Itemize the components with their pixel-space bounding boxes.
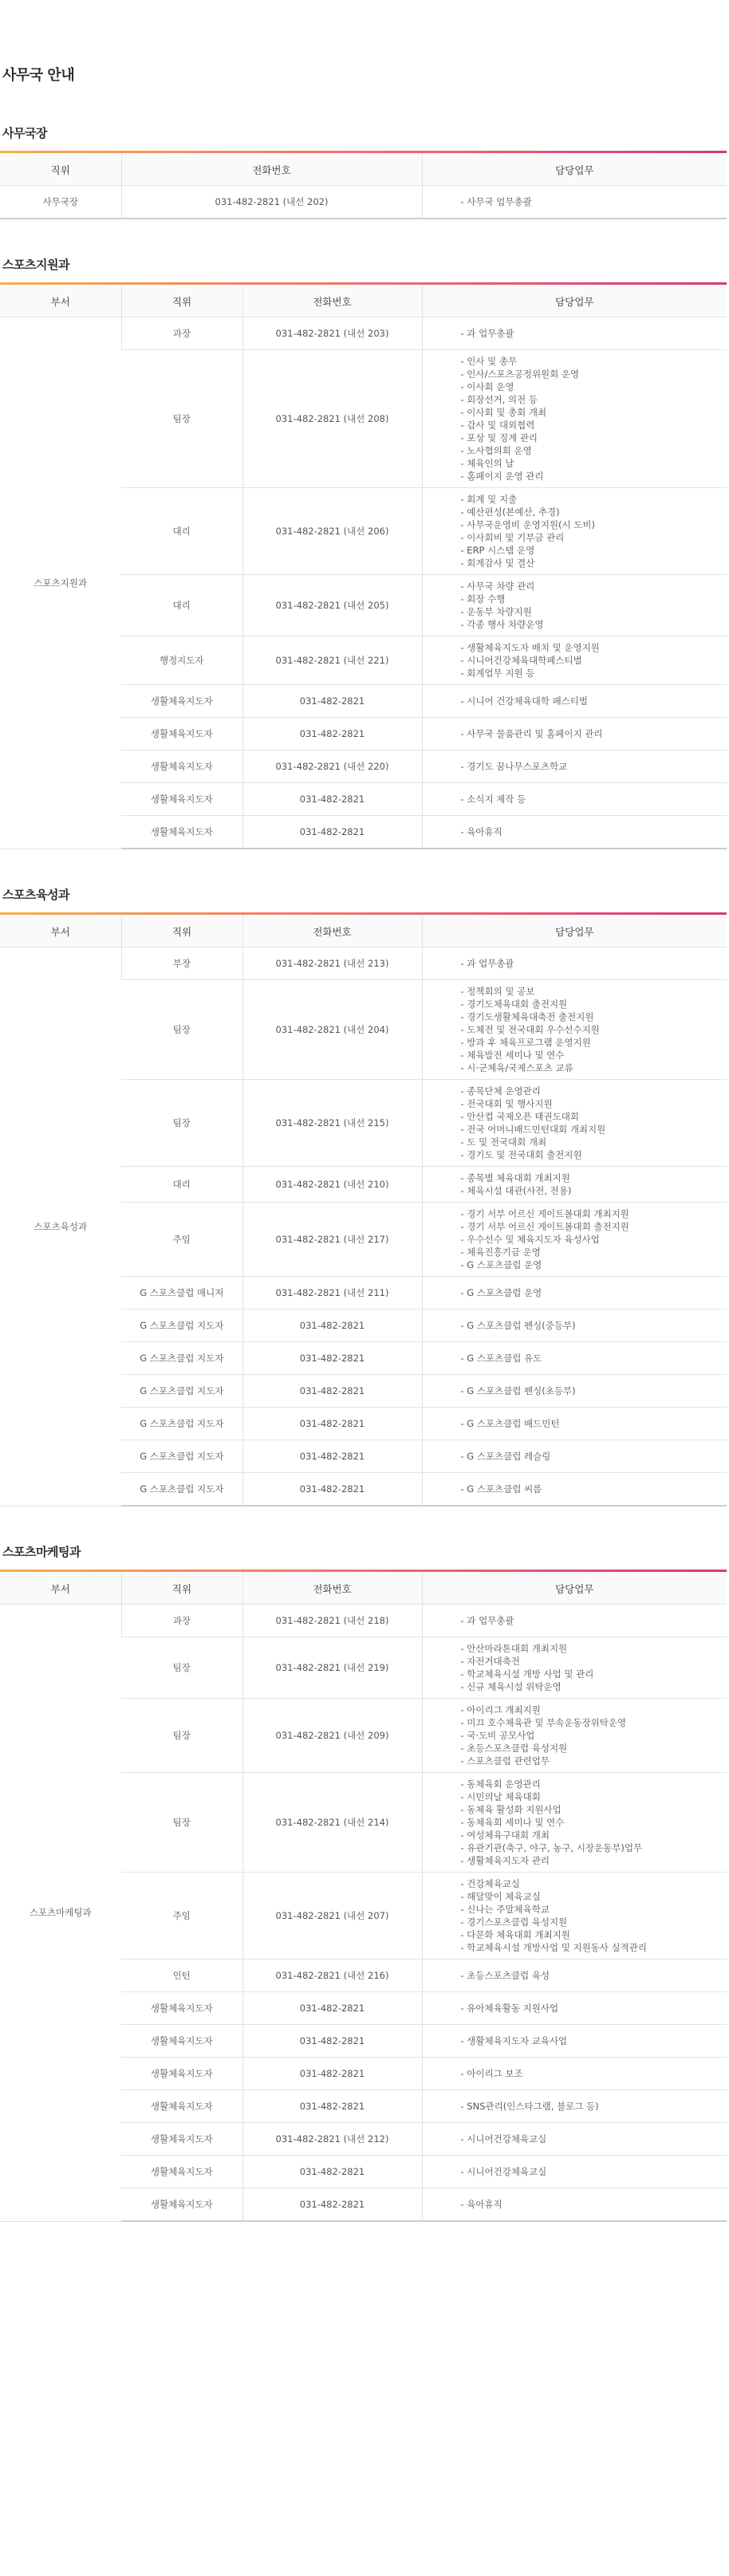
table-row xyxy=(0,186,727,219)
duty-item: - 체육인의 날 xyxy=(460,458,514,469)
duty-item: - 소식지 제작 등 xyxy=(460,794,526,805)
phone-cell: 031-482-2821 xyxy=(242,2058,422,2090)
duty-item: - 도 및 전국대회 개최 xyxy=(460,1136,547,1148)
duty-item: - 사무국 차량 관리 xyxy=(460,581,535,592)
duty-item: - 아이리그 개최지원 xyxy=(460,1704,541,1715)
duties-cell xyxy=(422,1605,727,1637)
duty-item: - G 스포츠클럽 펜싱(중등부) xyxy=(460,1320,576,1331)
duties-cell xyxy=(422,2058,727,2090)
duties-cell xyxy=(422,2188,727,2222)
table-row xyxy=(0,947,727,980)
phone-cell: 031-482-2821 (내선 205) xyxy=(242,575,422,636)
position-cell: 생활체육지도자 xyxy=(121,2123,242,2156)
position-cell: 과장 xyxy=(121,317,242,350)
duty-item: - 동체육회 세미나 및 연수 xyxy=(460,1817,565,1828)
duty-item: - G 스포츠클럽 레슬링 xyxy=(460,1451,551,1462)
duties-cell xyxy=(422,1637,727,1699)
duty-item: - 미끄 호수체육관 및 부속운동장위탁운영 xyxy=(460,1717,627,1728)
column-header: 전화번호 xyxy=(242,915,422,947)
phone-cell: 031-482-2821 (내선 204) xyxy=(242,980,422,1080)
duty-item: - 생활체육지도자 관리 xyxy=(460,1855,550,1866)
duty-item: - 감사 및 대외협력 xyxy=(460,419,535,431)
duties-cell xyxy=(422,1277,727,1310)
duties-cell xyxy=(422,186,727,219)
section-title: 스포츠마케팅과 xyxy=(2,1545,81,1559)
duty-item: - 사무국운영비 운영지원(시 도비) xyxy=(460,519,596,530)
duty-item: - 과 업무총괄 xyxy=(460,958,514,969)
duty-item: - 전국 어머니배드민턴대회 개최지원 xyxy=(460,1124,606,1135)
position-cell: 대리 xyxy=(121,575,242,636)
duties-cell xyxy=(422,947,727,980)
position-cell: 대리 xyxy=(121,488,242,575)
table-header-row xyxy=(0,915,727,947)
phone-cell: 031-482-2821 xyxy=(242,2025,422,2058)
duty-item: - 해달맞이 체육교실 xyxy=(460,1891,541,1902)
duty-item: - 시니어 건강체육대학 페스티벌 xyxy=(460,695,589,707)
position-cell: 팀장 xyxy=(121,1637,242,1699)
duties-cell xyxy=(422,783,727,816)
position-cell: 생활체육지도자 xyxy=(121,718,242,750)
duty-item: - 생활체육지도자 배치 및 운영지원 xyxy=(460,642,600,653)
position-cell: 대리 xyxy=(121,1167,242,1203)
duty-item: - 육아휴직 xyxy=(460,2199,502,2210)
duties-cell xyxy=(422,1699,727,1773)
duty-item: - 회계 및 지출 xyxy=(460,494,518,505)
phone-cell: 031-482-2821 xyxy=(242,1375,422,1408)
duties-cell xyxy=(422,1408,727,1440)
duties-cell xyxy=(422,317,727,350)
duty-item: - 체육발전 세미나 및 연수 xyxy=(460,1050,565,1061)
department-cell: 스포츠육성과 xyxy=(0,947,121,1507)
duty-item: - 회장 수행 xyxy=(460,593,506,605)
column-header: 직위 xyxy=(121,1572,242,1605)
duty-item: - 안산컵 국제오픈 태권도대회 xyxy=(460,1111,579,1122)
duty-item: - 아이리그 보조 xyxy=(460,2068,523,2079)
position-cell: 팀장 xyxy=(121,350,242,488)
position-cell: G 스포츠클럽 지도자 xyxy=(121,1408,242,1440)
position-cell: G 스포츠클럽 지도자 xyxy=(121,1310,242,1342)
position-cell: 생활체육지도자 xyxy=(121,2188,242,2222)
duty-item: - 국·도비 공모사업 xyxy=(460,1730,535,1741)
table-row xyxy=(0,317,727,350)
phone-cell: 031-482-2821 xyxy=(242,2156,422,2188)
phone-cell: 031-482-2821 (내선 202) xyxy=(121,186,422,219)
phone-cell: 031-482-2821 (내선 219) xyxy=(242,1637,422,1699)
table-header-row xyxy=(0,1572,727,1605)
org-table xyxy=(0,151,727,219)
column-header: 부서 xyxy=(0,1572,121,1605)
phone-cell: 031-482-2821 (내선 211) xyxy=(242,1277,422,1310)
position-cell: 생활체육지도자 xyxy=(121,750,242,783)
duty-item: - 시니어건강체육교실 xyxy=(460,2166,547,2177)
column-header: 전화번호 xyxy=(121,153,422,186)
org-table xyxy=(0,282,727,849)
position-cell: 생활체육지도자 xyxy=(121,685,242,718)
duty-item: - 홈페이지 운영 관리 xyxy=(460,471,544,482)
duties-cell xyxy=(422,2090,727,2123)
duty-item: - 동체육 활성화 지원사업 xyxy=(460,1804,562,1815)
phone-cell: 031-482-2821 xyxy=(242,1342,422,1375)
duty-item: - 이사회 운영 xyxy=(460,381,514,392)
phone-cell: 031-482-2821 xyxy=(242,1310,422,1342)
duty-item: - G 스포츠클럽 운영 xyxy=(460,1287,542,1298)
department-cell: 스포츠지원과 xyxy=(0,317,121,849)
duty-item: - 경기도생활체육대축전 출전지원 xyxy=(460,1011,594,1022)
duties-cell xyxy=(422,1203,727,1277)
phone-cell: 031-482-2821 (내선 212) xyxy=(242,2123,422,2156)
column-header: 전화번호 xyxy=(242,285,422,317)
duties-cell xyxy=(422,718,727,750)
position-cell: 생활체육지도자 xyxy=(121,783,242,816)
phone-cell: 031-482-2821 (내선 213) xyxy=(242,947,422,980)
position-cell: 생활체육지도자 xyxy=(121,2058,242,2090)
duty-item: - 운동부 차량지원 xyxy=(460,606,532,617)
duty-item: - 초등스포츠클럽 육성 xyxy=(460,1970,550,1981)
position-cell: 생활체육지도자 xyxy=(121,2090,242,2123)
position-cell: 사무국장 xyxy=(0,186,121,219)
position-cell: 팀장 xyxy=(121,980,242,1080)
duties-cell xyxy=(422,1167,727,1203)
position-cell: 팀장 xyxy=(121,1080,242,1167)
duties-cell xyxy=(422,1310,727,1342)
duty-item: - 유관기관(축구, 야구, 농구, 시장운동부)업무 xyxy=(460,1842,643,1853)
duties-cell xyxy=(422,2025,727,2058)
position-cell: 주임 xyxy=(121,1203,242,1277)
phone-cell: 031-482-2821 xyxy=(242,1408,422,1440)
duties-cell xyxy=(422,750,727,783)
duty-item: - 시니어건강체육대학페스티벌 xyxy=(460,655,582,666)
duties-cell xyxy=(422,636,727,685)
phone-cell: 031-482-2821 (내선 209) xyxy=(242,1699,422,1773)
duty-item: - 자전거대축전 xyxy=(460,1656,520,1667)
duty-item: - ERP 시스템 운영 xyxy=(460,545,535,556)
duty-item: - 과 업무총괄 xyxy=(460,328,514,339)
duty-item: - 시·군체육/국제스포츠 교류 xyxy=(460,1062,573,1073)
duties-cell xyxy=(422,1992,727,2025)
table-header-row xyxy=(0,285,727,317)
duty-item: - 신나는 주말체육학교 xyxy=(460,1904,550,1915)
column-header: 전화번호 xyxy=(242,1572,422,1605)
duty-item: - 생활체육지도자 교육사업 xyxy=(460,2035,568,2046)
column-header: 부서 xyxy=(0,285,121,317)
position-cell: 과장 xyxy=(121,1605,242,1637)
duties-cell xyxy=(422,1080,727,1167)
table-row xyxy=(0,1605,727,1637)
org-table xyxy=(0,912,727,1507)
phone-cell: 031-482-2821 (내선 206) xyxy=(242,488,422,575)
duty-item: - 스포츠클럽 관련업무 xyxy=(460,1755,550,1767)
duty-item: - 과 업무총괄 xyxy=(460,1615,514,1626)
phone-cell: 031-482-2821 xyxy=(242,783,422,816)
phone-cell: 031-482-2821 xyxy=(242,1440,422,1473)
duties-cell xyxy=(422,1473,727,1507)
phone-cell: 031-482-2821 xyxy=(242,1992,422,2025)
phone-cell: 031-482-2821 (내선 217) xyxy=(242,1203,422,1277)
phone-cell: 031-482-2821 xyxy=(242,685,422,718)
column-header: 담당업무 xyxy=(422,285,727,317)
position-cell: G 스포츠클럽 지도자 xyxy=(121,1375,242,1408)
position-cell: G 스포츠클럽 지도자 xyxy=(121,1342,242,1375)
phone-cell: 031-482-2821 xyxy=(242,1473,422,1507)
duty-item: - 예산편성(본예산, 추경) xyxy=(460,506,560,518)
duty-item: - 우수선수 및 체육지도자 육성사업 xyxy=(460,1234,600,1245)
duty-item: - 경기 서부 어르신 게이트볼대회 출전지원 xyxy=(460,1221,629,1232)
position-cell: G 스포츠클럽 매니저 xyxy=(121,1277,242,1310)
duty-item: - 인사/스포츠공정위원회 운영 xyxy=(460,368,580,380)
phone-cell: 031-482-2821 (내선 210) xyxy=(242,1167,422,1203)
duty-item: - 노사협의회 운영 xyxy=(460,445,532,456)
duty-item: - 종목별 체육대회 개최지원 xyxy=(460,1172,570,1184)
duty-item: - 경기도 및 전국대회 출전지원 xyxy=(460,1149,582,1160)
phone-cell: 031-482-2821 xyxy=(242,2188,422,2222)
duty-item: - 회계업무 지원 등 xyxy=(460,668,535,679)
duty-item: - 경기 서부 어르신 게이트볼대회 개최지원 xyxy=(460,1208,629,1219)
duty-item: - 건강체육교실 xyxy=(460,1878,520,1889)
duty-item: - 회장선거, 의전 등 xyxy=(460,394,538,405)
position-cell: 행정지도자 xyxy=(121,636,242,685)
duty-item: - SNS관리(인스타그램, 블로그 등) xyxy=(460,2101,599,2112)
duty-item: - 육아휴직 xyxy=(460,826,502,837)
position-cell: 생활체육지도자 xyxy=(121,2156,242,2188)
duties-cell xyxy=(422,980,727,1080)
phone-cell: 031-482-2821 (내선 215) xyxy=(242,1080,422,1167)
duty-item: - G 스포츠클럽 운영 xyxy=(460,1259,542,1270)
phone-cell: 031-482-2821 (내선 214) xyxy=(242,1773,422,1873)
duties-cell xyxy=(422,2156,727,2188)
phone-cell: 031-482-2821 xyxy=(242,718,422,750)
position-cell: 주임 xyxy=(121,1873,242,1960)
phone-cell: 031-482-2821 (내선 220) xyxy=(242,750,422,783)
position-cell: 인턴 xyxy=(121,1960,242,1992)
duty-item: - 시민의날 체육대회 xyxy=(460,1791,541,1802)
section-title: 사무국장 xyxy=(2,126,47,140)
duties-cell xyxy=(422,685,727,718)
duty-item: - G 스포츠클럽 씨름 xyxy=(460,1483,542,1495)
duty-item: - 회계감사 및 결산 xyxy=(460,557,535,569)
duty-item: - 정책회의 및 공보 xyxy=(460,986,535,997)
duties-cell xyxy=(422,1873,727,1960)
column-header: 담당업무 xyxy=(422,915,727,947)
table-header-row xyxy=(0,153,727,186)
duty-item: - G 스포츠클럽 유도 xyxy=(460,1353,542,1364)
position-cell: 생활체육지도자 xyxy=(121,816,242,849)
page-title: 사무국 안내 xyxy=(2,67,75,84)
position-cell: 부장 xyxy=(121,947,242,980)
duty-item: - 방과 후 체육프로그램 운영지원 xyxy=(460,1037,591,1048)
duty-item: - 포상 및 징계 관리 xyxy=(460,432,538,443)
department-cell: 스포츠마케팅과 xyxy=(0,1605,121,2222)
duty-item: - 시니어건강체육교실 xyxy=(460,2133,547,2145)
column-header: 담당업무 xyxy=(422,1572,727,1605)
duty-item: - 경기도체육대회 출전지원 xyxy=(460,998,568,1010)
duty-item: - 초등스포츠클럽 육성지원 xyxy=(460,1743,568,1754)
duty-item: - 각종 행사 차량운영 xyxy=(460,619,544,630)
phone-cell: 031-482-2821 (내선 207) xyxy=(242,1873,422,1960)
phone-cell: 031-482-2821 (내선 208) xyxy=(242,350,422,488)
duty-item: - 이사회비 및 기부금 관리 xyxy=(460,532,565,543)
duties-cell xyxy=(422,350,727,488)
position-cell: 생활체육지도자 xyxy=(121,1992,242,2025)
duties-cell xyxy=(422,1773,727,1873)
duties-cell xyxy=(422,1960,727,1992)
duties-cell xyxy=(422,1342,727,1375)
column-header: 직위 xyxy=(0,153,121,186)
duty-item: - 안산마라톤대회 개최지원 xyxy=(460,1643,568,1654)
duty-item: - 유아체육활동 지원사업 xyxy=(460,2003,559,2014)
phone-cell: 031-482-2821 xyxy=(242,2090,422,2123)
position-cell: 팀장 xyxy=(121,1699,242,1773)
duties-cell xyxy=(422,1440,727,1473)
column-header: 담당업무 xyxy=(422,153,727,186)
duty-item: - 체육시설 대관(사전, 전용) xyxy=(460,1185,572,1196)
duties-cell xyxy=(422,2123,727,2156)
duty-item: - 신규 체육시설 위탁운영 xyxy=(460,1681,562,1692)
phone-cell: 031-482-2821 (내선 203) xyxy=(242,317,422,350)
duty-item: - 학교체육시설 개방 사업 및 관리 xyxy=(460,1668,594,1680)
org-table xyxy=(0,1570,727,2222)
position-cell: G 스포츠클럽 지도자 xyxy=(121,1440,242,1473)
phone-cell: 031-482-2821 (내선 216) xyxy=(242,1960,422,1992)
duty-item: - 다문화 체육대회 개최지원 xyxy=(460,1929,570,1940)
duty-item: - G 스포츠클럽 펜싱(초등부) xyxy=(460,1385,576,1396)
duty-item: - 인사 및 총무 xyxy=(460,356,518,367)
position-cell: 팀장 xyxy=(121,1773,242,1873)
phone-cell: 031-482-2821 (내선 221) xyxy=(242,636,422,685)
duty-item: - 동체육회 운영관리 xyxy=(460,1778,541,1790)
phone-cell: 031-482-2821 xyxy=(242,816,422,849)
duty-item: - 사무국 업무총괄 xyxy=(460,196,532,207)
duty-item: - 도체전 및 전국대회 우수선수지원 xyxy=(460,1024,600,1035)
duty-item: - 종목단체 운영관리 xyxy=(460,1085,541,1097)
duty-item: - 학교체육시설 개방사업 및 지원동사 실적관리 xyxy=(460,1942,647,1953)
section-title: 스포츠지원과 xyxy=(2,258,69,272)
duty-item: - 경기도 꿈나무스포츠학교 xyxy=(460,761,568,772)
sections-container xyxy=(0,124,729,2222)
duties-cell xyxy=(422,1375,727,1408)
duty-item: - 사무국 물품관리 및 홈페이지 관리 xyxy=(460,728,603,739)
position-cell: G 스포츠클럽 지도자 xyxy=(121,1473,242,1507)
duties-cell xyxy=(422,816,727,849)
section-title: 스포츠육성과 xyxy=(2,888,69,902)
duties-cell xyxy=(422,488,727,575)
duty-item: - 경기스포츠클럽 육성지원 xyxy=(460,1916,568,1928)
duties-cell xyxy=(422,575,727,636)
column-header: 직위 xyxy=(121,915,242,947)
column-header: 직위 xyxy=(121,285,242,317)
duty-item: - 이사회 및 총회 개최 xyxy=(460,407,547,418)
duty-item: - 여성체육구대회 개최 xyxy=(460,1830,550,1841)
column-header: 부서 xyxy=(0,915,121,947)
duty-item: - G 스포츠클럽 배드민턴 xyxy=(460,1418,560,1429)
duty-item: - 전국대회 및 행사지원 xyxy=(460,1098,553,1109)
duty-item: - 체육진흥기금 운영 xyxy=(460,1247,541,1258)
position-cell: 생활체육지도자 xyxy=(121,2025,242,2058)
phone-cell: 031-482-2821 (내선 218) xyxy=(242,1605,422,1637)
